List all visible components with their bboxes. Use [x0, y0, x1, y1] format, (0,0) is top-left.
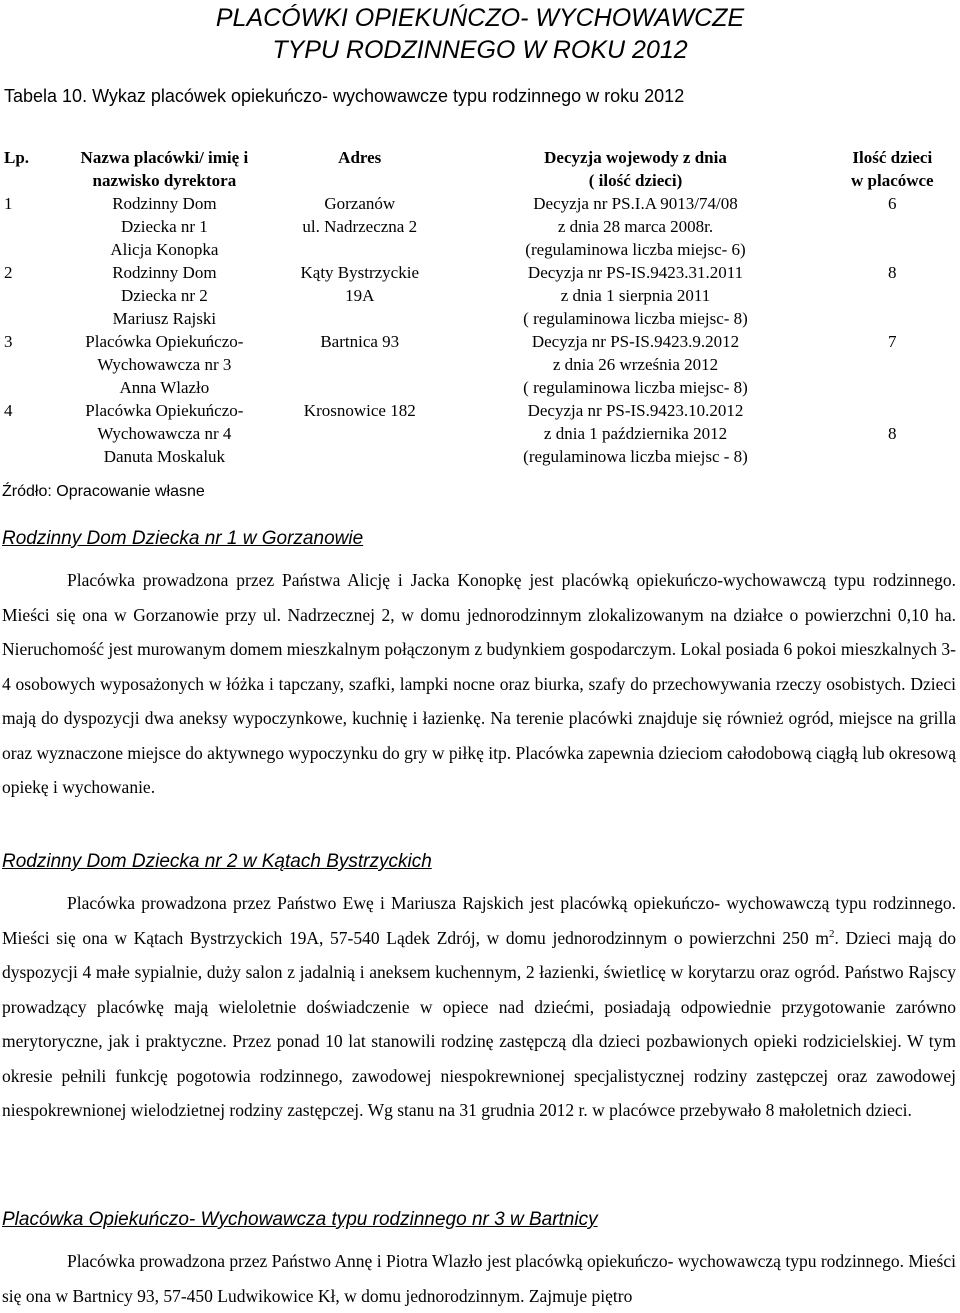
superscript: 2	[828, 927, 835, 940]
cell-address	[273, 192, 446, 261]
cell-decision-line: (regulaminowa liczba miejsc- 6)	[525, 240, 746, 259]
cell-name-line: Mariusz Rajski	[112, 309, 217, 328]
cell-decision-line: Decyzja nr PS.I.A 9013/74/08	[533, 194, 738, 213]
section-heading: Placówka Opiekuńczo- Wychowawcza typu rodzinnego nr 3 w Bartnicy	[2, 1209, 598, 1230]
cell-lp: 1	[4, 194, 13, 213]
cell-address-line: Krosnowice 182	[303, 401, 416, 420]
cell-children: 8	[888, 263, 897, 282]
header-decision-line: Decyzja wojewody z dnia	[544, 148, 727, 167]
cell-name-line: Dziecka nr 1	[120, 217, 208, 236]
cell-lp: 4	[4, 401, 13, 420]
paragraph-text-part: . Dzieci mają do dyspozycji 4 małe sypialnie, duży salon z jadalnią i aneksem kuchennym, 2 łazienki, świetlicę w korytarzu oraz ogród. Państwo Rajscy prowadzący placówkę mają wieloletnie doświadczenie w opiece nad dziećmi, posiadają odpowiednie przygotowanie zarówno merytoryczne, jak i praktyczne. Przez ponad 10 lat stanowili rodzinę zastępczą dla dzieci pozbawionych opieki rodzicielskiej. W tym okresie pełnili funkcję pogotowia rodzinnego, zawodowej niespokrewnionej specjalistycznej rodziny zastępczej oraz zawodowej niespokrewnionej wielodzietnej rodziny zastępczej. Wg stanu na 31 grudnia 2012 r. w placówce przebywało 8 małoletnich dzieci.	[2, 927, 956, 1120]
section-heading: Rodzinny Dom Dziecka nr 2 w Kątach Bystrzyckich	[2, 851, 432, 872]
header-lp: Lp.	[4, 148, 30, 167]
cell-decision-line: z dnia 28 marca 2008r.	[557, 217, 714, 236]
cell-address	[273, 261, 446, 330]
cell-decision	[446, 399, 824, 468]
cell-address-line: 19A	[345, 286, 375, 305]
document-title-line-1: PLACÓWKI OPIEKUŃCZO- WYCHOWAWCZE	[215, 4, 745, 32]
cell-name-line: Danuta Moskaluk	[103, 447, 226, 466]
cell-decision-line: z dnia 1 października 2012	[543, 424, 728, 443]
header-children-line: w placówce	[850, 171, 934, 190]
table-header-row	[0, 146, 960, 192]
header-children	[825, 146, 960, 192]
cell-name	[56, 399, 273, 468]
section-paragraph	[2, 886, 956, 1128]
cell-name-line: Placówka Opiekuńczo-	[85, 401, 244, 420]
cell-decision	[446, 192, 824, 261]
cell-address-line: Kąty Bystrzyckie	[300, 263, 419, 282]
table-row	[0, 261, 960, 330]
cell-name-line: Anna Wlazło	[119, 378, 210, 397]
cell-decision	[446, 261, 824, 330]
cell-address	[273, 330, 446, 399]
section-paragraph-text: Placówka prowadzona przez Państwo Annę i Piotra Wlazło jest placówką opiekuńczo- wychowawczą typu rodzinnego. Mieści się ona w Bartnicy 93, 57-450 Ludwikowice Kł, w domu jednorodzinnym. Zajmuje piętro	[2, 1251, 956, 1306]
section-paragraph-text: Placówka prowadzona przez Państwa Alicję i Jacka Konopkę jest placówką opiekuńczo-wychowawczą typu rodzinnego. Mieści się ona w Gorzanowie przy ul. Nadrzecznej 2, w domu jednorodzinnym zlokalizowanym na działce o powierzchni 0,10 ha. Nieruchomość jest murowanym domem mieszkalnym połączonym z budynkiem gospodarczym. Lokal posiada 6 pokoi mieszkalnych 3-4 osobowych wyposażonych w łóżka i tapczany, szafki, lampki nocne oraz biurka, szafy do przechowywania rzeczy osobistych. Dzieci mają do dyspozycji dwa aneksy wypoczynkowe, kuchnię i łazienkę. Na terenie placówki znajduje się również ogród, miejsce na grilla oraz wyznaczone miejsce do aktywnego wypoczynku do gry w piłkę itp. Placówka zapewnia dzieciom całodobową ciągłą lub okresową opiekę i wychowanie.	[2, 570, 957, 797]
cell-name	[56, 192, 273, 261]
section-paragraph	[2, 1244, 956, 1313]
cell-decision-line: ( regulaminowa liczba miejsc- 8)	[523, 378, 748, 397]
cell-address-line: ul. Nadrzeczna 2	[302, 217, 418, 236]
table-caption: Tabela 10. Wykaz placówek opiekuńczo- wychowawcze typu rodzinnego w roku 2012	[4, 86, 685, 106]
cell-decision-line: Decyzja nr PS-IS.9423.9.2012	[531, 332, 740, 351]
cell-lp: 3	[4, 332, 13, 351]
cell-name-line: Rodzinny Dom	[112, 194, 217, 213]
table-row	[0, 192, 960, 261]
cell-children: 7	[888, 332, 897, 351]
header-address: Adres	[338, 148, 382, 167]
cell-name	[56, 261, 273, 330]
paragraph-text-part: Placówka prowadzona przez Państwo Ewę i Mariusza Rajskich jest placówką opiekuńczo- wychowawczą typu rodzinnego. Mieści się ona w Kątach Bystrzyckich 19A, 57-540 Lądek Zdrój, w domu jednorodzinnym o powierzchni 250 m	[2, 893, 956, 948]
cell-name-line: Placówka Opiekuńczo-	[85, 332, 244, 351]
header-decision-line: ( ilość dzieci)	[588, 171, 683, 190]
cell-name	[56, 330, 273, 399]
cell-name-line: Dziecka nr 2	[120, 286, 208, 305]
cell-decision-line: Decyzja nr PS-IS.9423.31.2011	[527, 263, 744, 282]
section-paragraph	[2, 563, 956, 805]
cell-name-line: Alicja Konopka	[110, 240, 219, 259]
cell-decision-line: z dnia 26 września 2012	[552, 355, 719, 374]
cell-address-line: Gorzanów	[324, 194, 396, 213]
header-name	[56, 146, 273, 192]
header-decision	[446, 146, 824, 192]
facilities-table	[0, 146, 960, 468]
cell-name-line: Wychowawcza nr 3	[97, 355, 232, 374]
cell-decision-line: (regulaminowa liczba miejsc - 8)	[523, 447, 748, 466]
cell-name-line: Wychowawcza nr 4	[97, 424, 232, 443]
cell-decision-line: z dnia 1 sierpnia 2011	[560, 286, 711, 305]
table-row	[0, 399, 960, 468]
cell-children: 8	[888, 424, 897, 443]
section-paragraph-text	[2, 886, 956, 1128]
cell-lp: 2	[4, 263, 13, 282]
header-name-line: nazwisko dyrektora	[92, 171, 237, 190]
header-name-line: Nazwa placówki/ imię i	[80, 148, 249, 167]
cell-name-line: Rodzinny Dom	[112, 263, 217, 282]
section-heading: Rodzinny Dom Dziecka nr 1 w Gorzanowie	[2, 528, 364, 549]
table-source-note: Źródło: Opracowanie własne	[2, 483, 205, 500]
cell-address-line: Bartnica 93	[320, 332, 400, 351]
header-children-line: Ilość dzieci	[852, 148, 933, 167]
document-title-line-2: TYPU RODZINNEGO W ROKU 2012	[272, 36, 688, 64]
cell-decision	[446, 330, 824, 399]
cell-address	[273, 399, 446, 468]
cell-decision-line: ( regulaminowa liczba miejsc- 8)	[523, 309, 748, 328]
cell-children: 6	[888, 194, 897, 213]
table-row	[0, 330, 960, 399]
cell-decision-line: Decyzja nr PS-IS.9423.10.2012	[527, 401, 744, 420]
